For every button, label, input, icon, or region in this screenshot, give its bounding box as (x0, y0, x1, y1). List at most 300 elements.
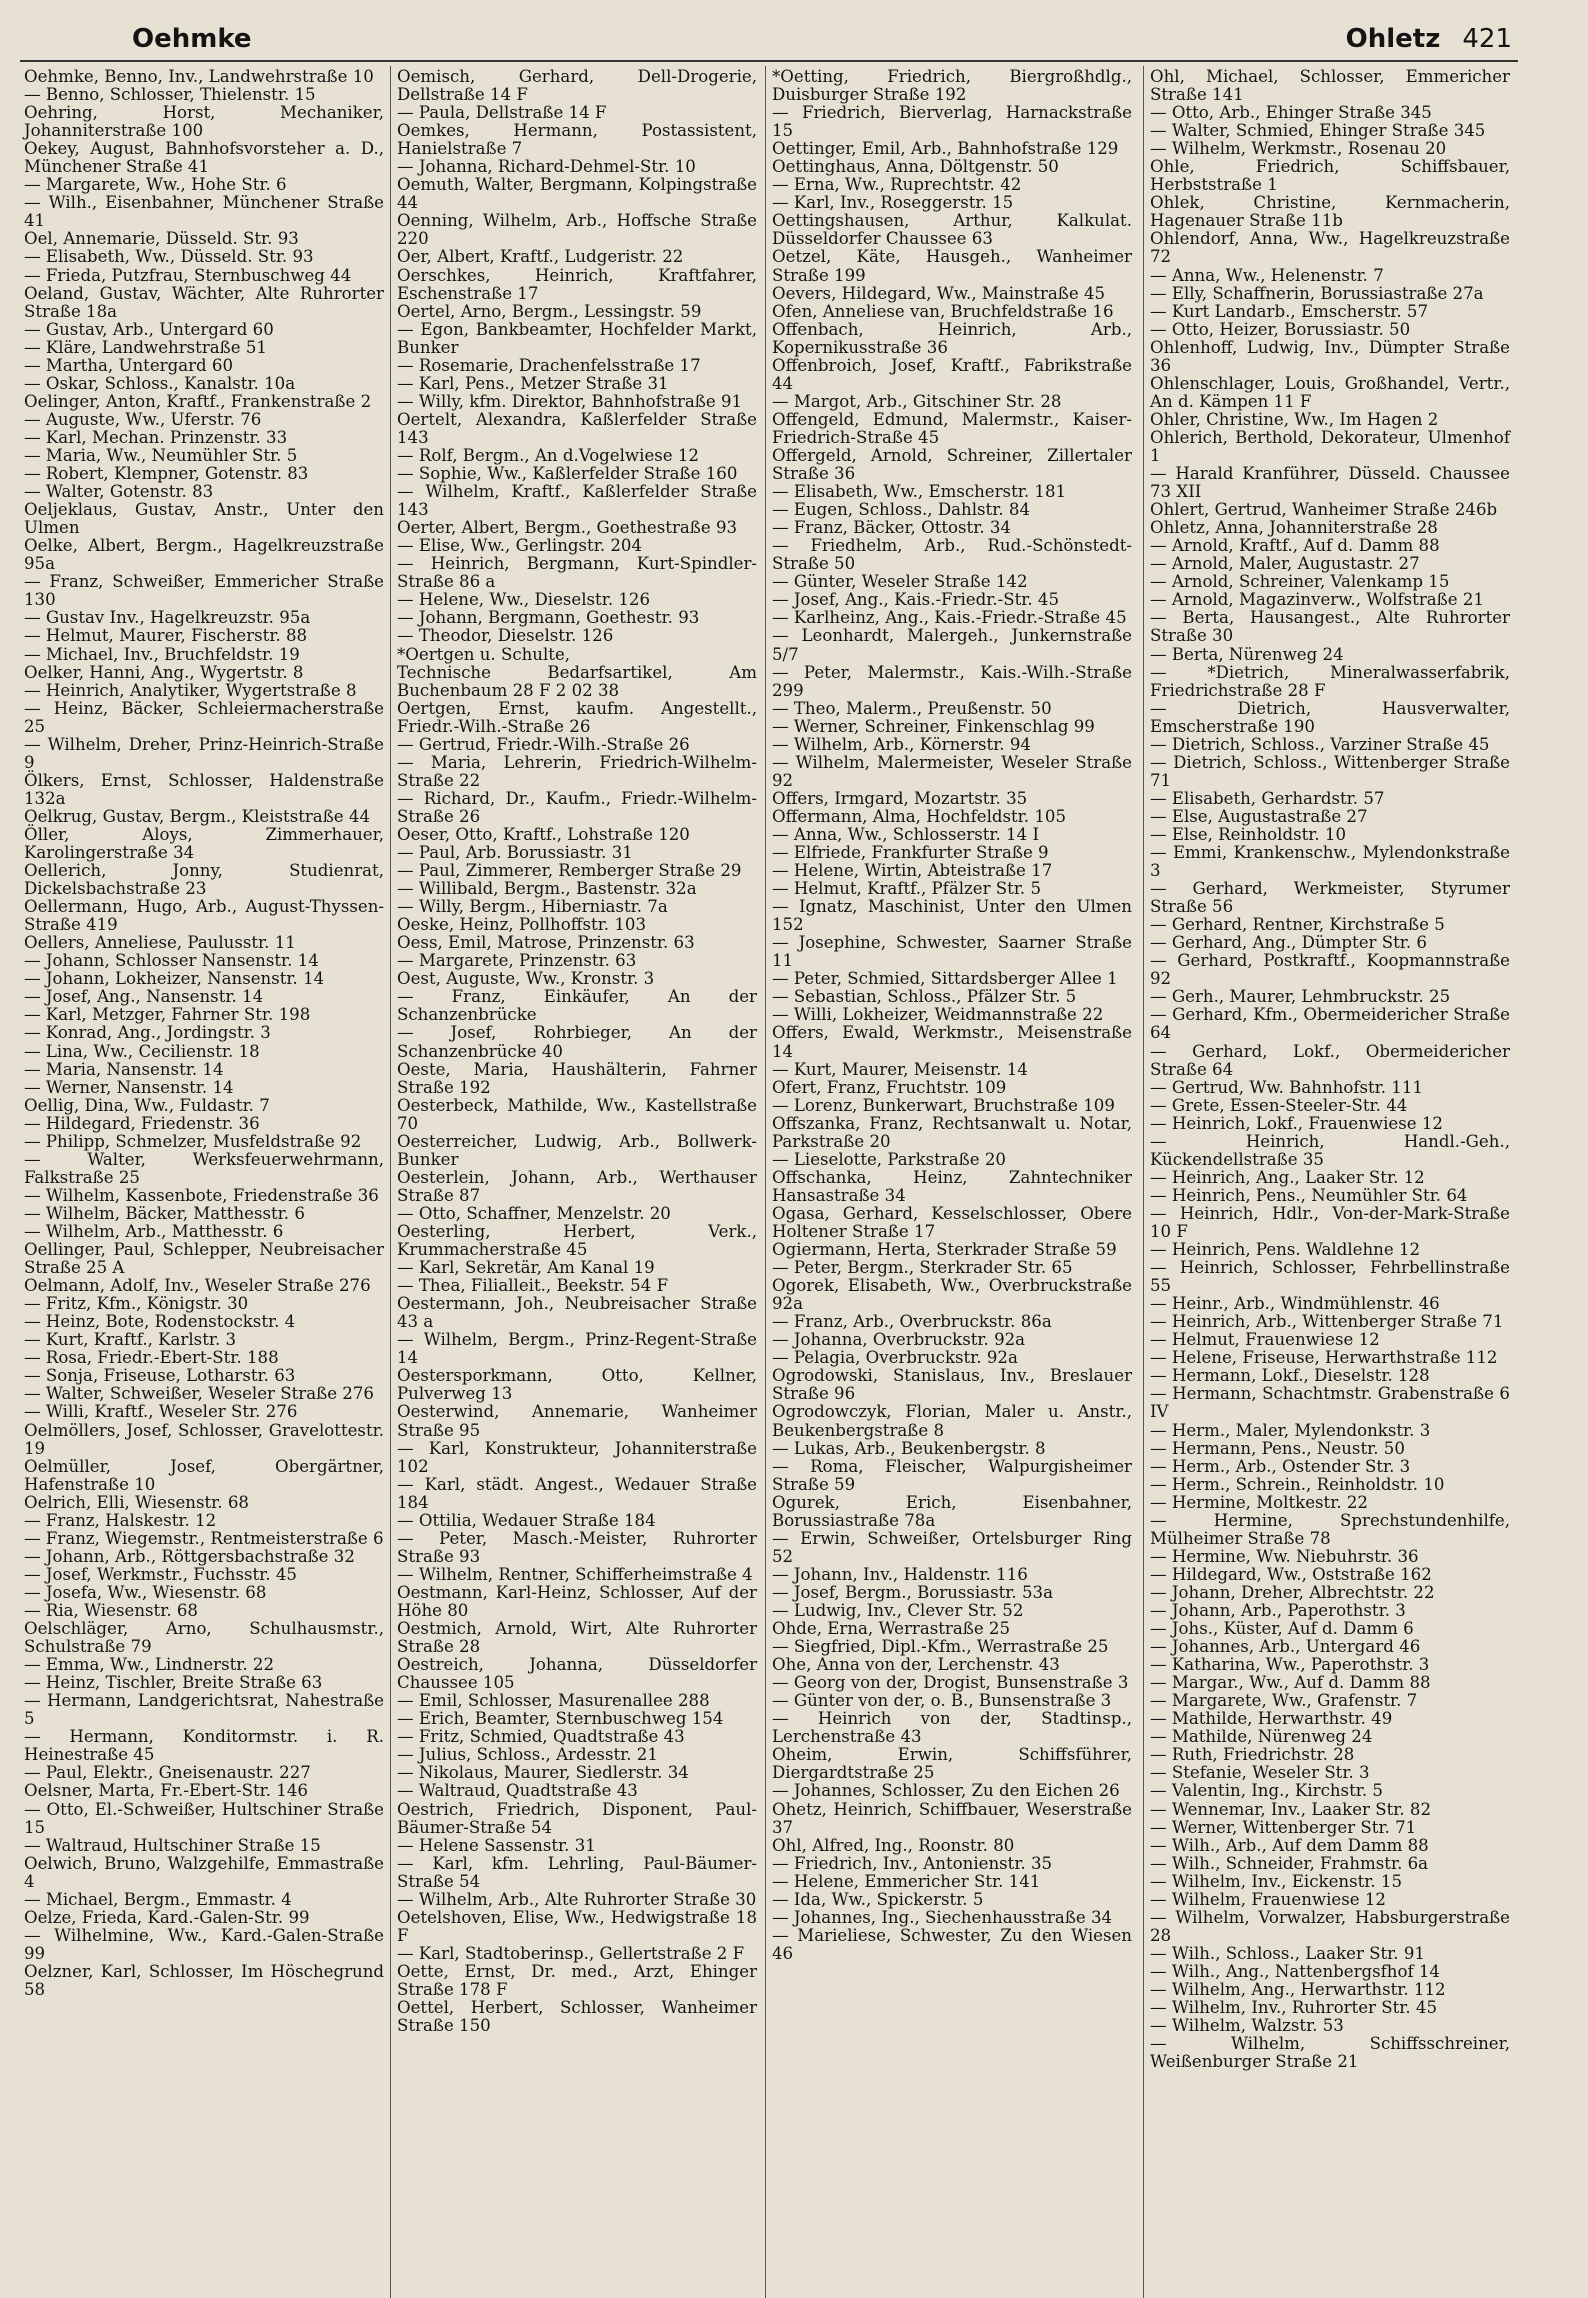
directory-entry: — Marieliese, Schwester, Zu den Wiesen 46 (772, 1925, 1132, 1963)
directory-entry: Oerter, Albert, Bergm., Goethestraße 93 (397, 518, 738, 538)
directory-entry: — Wilhelm, Dreher, Prinz-Heinrich-Straße 9 (24, 734, 384, 772)
directory-entry: — Theo, Malerm., Preußenstr. 50 (772, 698, 1052, 718)
directory-entry: — Karl, Konstrukteur, Johanniterstraße 102 (397, 1438, 757, 1476)
directory-entry: Oevers, Hildegard, Ww., Mainstraße 45 (772, 283, 1106, 303)
directory-entry: — Josef, Ang., Nansenstr. 14 (24, 987, 264, 1007)
directory-entry: Oellermann, Hugo, Arb., August-Thyssen-Straße 419 (24, 897, 384, 935)
directory-entry: Oettingshausen, Arthur, Kalkulat. Düsseldorfer Chaussee 63 (772, 211, 1132, 249)
directory-entry: — Gerhard, Werkmeister, Styrumer Straße 56 (1150, 879, 1510, 917)
directory-entry: — Peter, Malermstr., Kais.-Wilh.-Straße 299 (772, 662, 1132, 700)
directory-entry: — Gertrud, Ww. Bahnhofstr. 111 (1150, 1077, 1423, 1097)
directory-entry: — Josefa, Ww., Wiesenstr. 68 (24, 1582, 267, 1602)
directory-entry: Oetzel, Käte, Hausgeh., Wanheimer Straße 199 (772, 247, 1132, 285)
directory-entry: — Wennemar, Inv., Laaker Str. 82 (1150, 1799, 1432, 1819)
directory-entry: — Arnold, Maler, Augustastr. 27 (1150, 554, 1420, 574)
directory-entry: Ohl, Michael, Schlosser, Emmericher Straße 141 (1150, 67, 1510, 105)
directory-entry: — Wilhelm, Bergm., Prinz-Regent-Straße 14 (397, 1330, 757, 1368)
directory-entry: Oehmke, Benno, Inv., Landwehrstraße 10 (24, 67, 374, 86)
directory-entry: — Rosemarie, Drachenfelsstraße 17 (397, 355, 701, 375)
directory-entry: — Johann, Dreher, Albrechtstr. 22 (1150, 1582, 1435, 1602)
directory-entry: — Heinr., Arb., Windmühlenstr. 46 (1150, 1294, 1440, 1314)
directory-entry: — Erna, Ww., Ruprechtstr. 42 (772, 175, 1022, 195)
directory-entry: — Karl, kfm. Lehrling, Paul-Bäumer-Straße 54 (397, 1853, 757, 1891)
directory-entry: — Helmut, Maurer, Fischerstr. 88 (24, 626, 308, 646)
directory-entry: — Friedrich, Bierverlag, Harnackstraße 15 (772, 103, 1132, 141)
directory-entry: — Emmi, Krankenschw., Mylendonkstraße 3 (1150, 843, 1510, 881)
directory-entry: — Wilh., Eisenbahner, Münchener Straße 41 (24, 193, 384, 231)
directory-entry: — Berta, Nürenweg 24 (1150, 644, 1344, 664)
directory-entry: — Wilhelm, Arb., Alte Ruhrorter Straße 30 (397, 1889, 757, 1909)
directory-entry: — Franz, Bäcker, Ottostr. 34 (772, 518, 1011, 538)
directory-entry: — Heinz, Tischler, Breite Straße 63 (24, 1673, 323, 1693)
directory-entry: Oestermann, Joh., Neubreisacher Straße 43 a (397, 1294, 757, 1332)
directory-entry: — Else, Reinholdstr. 10 (1150, 824, 1347, 844)
directory-entry: — Kurt, Kraftf., Karlstr. 3 (24, 1330, 237, 1350)
directory-entry: — Kurt, Maurer, Meisenstr. 14 (772, 1059, 1028, 1079)
directory-entry: Oeland, Gustav, Wächter, Alte Ruhrorter Straße 18a (24, 283, 384, 321)
directory-entry: — Grete, Essen-Steeler-Str. 44 (1150, 1095, 1408, 1115)
directory-entry: — Wilhelm, Rentner, Schifferheimstraße 4 (397, 1564, 753, 1584)
directory-entry: Ohetz, Heinrich, Schiffbauer, Weserstraße 37 (772, 1799, 1132, 1837)
directory-entry: Oellinger, Paul, Schlepper, Neubreisacher Straße 25 A (24, 1240, 384, 1278)
directory-entry: — Walter, Gotenstr. 83 (24, 482, 214, 502)
directory-entry: — Wilhelm, Kassenbote, Friedenstraße 36 (24, 1185, 379, 1205)
directory-entry: — Erich, Beamter, Sternbuschweg 154 (397, 1709, 724, 1729)
directory-entry: — Maria, Lehrerin, Friedrich-Wilhelm-Straße 22 (397, 752, 757, 790)
directory-entry: — Arnold, Magazinverw., Wolfstraße 21 (1150, 590, 1484, 610)
directory-entry: — Karl, Inv., Roseggerstr. 15 (772, 193, 1014, 213)
directory-entry: Ofert, Franz, Fruchtstr. 109 (772, 1077, 1007, 1097)
directory-entry: — Nikolaus, Maurer, Siedlerstr. 34 (397, 1763, 689, 1783)
directory-entry: — Margarete, Ww., Grafenstr. 7 (1150, 1691, 1418, 1711)
directory-entry: — Wilhelm, Kraftf., Kaßlerfelder Straße 143 (397, 482, 757, 520)
directory-entry: — Hermine, Moltkestr. 22 (1150, 1492, 1368, 1512)
directory-entry: — Eugen, Schloss., Dahlstr. 84 (772, 500, 1030, 520)
directory-entry: — Elisabeth, Ww., Düsseld. Str. 93 (24, 247, 314, 267)
directory-entry: — Wilh., Schneider, Frahmstr. 6a (1150, 1853, 1429, 1873)
directory-entry: Oesterreicher, Ludwig, Arb., Bollwerk-Bunker (397, 1131, 757, 1169)
directory-entry: — Valentin, Ing., Kirchstr. 5 (1150, 1781, 1383, 1801)
directory-entry: Oertgen, Ernst, kaufm. Angestellt., Friedr.-Wilh.-Straße 26 (397, 698, 757, 736)
directory-entry: — *Dietrich, Mineralwasserfabrik, Friedrichstraße 28 F (1150, 662, 1510, 700)
directory-entry: — Helene, Ww., Dieselstr. 126 (397, 590, 651, 610)
directory-entry: — Philipp, Schmelzer, Musfeldstraße 92 (24, 1131, 362, 1151)
directory-entry: Oesterlein, Johann, Arb., Werthauser Straße 87 (397, 1167, 757, 1205)
directory-entry: — Werner, Schreiner, Finkenschlag 99 (772, 716, 1095, 736)
header-rule (20, 60, 1518, 62)
directory-entry: — Paul, Elektr., Gneisenaustr. 227 (24, 1763, 311, 1783)
directory-entry: Ohle, Friedrich, Schiffsbauer, Herbststraße 1 (1150, 157, 1510, 195)
directory-entry: Oeljeklaus, Gustav, Anstr., Unter den Ulmen (24, 500, 384, 538)
directory-entry: — Franz, Arb., Overbruckstr. 86a (772, 1312, 1052, 1332)
directory-entry: — Gustav, Arb., Untergard 60 (24, 319, 274, 339)
directory-entry: — Margar., Ww., Auf d. Damm 88 (1150, 1673, 1431, 1693)
directory-entry: — Gustav Inv., Hagelkreuzstr. 95a (24, 608, 311, 628)
directory-entry: — Ludwig, Inv., Clever Str. 52 (772, 1600, 1024, 1620)
directory-entry: Oheim, Erwin, Schiffsführer, Diergardtstraße 25 (772, 1745, 1132, 1783)
directory-entry: — Paul, Arb. Borussiastr. 31 (397, 843, 633, 863)
directory-entry: — Hermann, Pens., Neustr. 50 (1150, 1438, 1405, 1458)
directory-entry: — Lukas, Arb., Beukenbergstr. 8 (772, 1438, 1046, 1458)
directory-entry: — Gerh., Maurer, Lehmbruckstr. 25 (1150, 987, 1451, 1007)
directory-entry: Offers, Irmgard, Mozartstr. 35 (772, 788, 1028, 808)
directory-entry: — Heinrich, Arb., Wittenberger Straße 71 (1150, 1312, 1504, 1332)
directory-entry: Oelke, Albert, Bergm., Hagelkreuzstraße 95a (24, 536, 384, 574)
page-header (132, 24, 1512, 58)
directory-entry: Oelze, Frieda, Kard.-Galen-Str. 99 (24, 1907, 310, 1927)
directory-entry: — Margarete, Prinzenstr. 63 (397, 951, 637, 971)
column-divider (1143, 66, 1144, 2298)
directory-entry: Oesterwind, Annemarie, Wanheimer Straße 95 (397, 1402, 757, 1440)
directory-entry: — Willi, Kraftf., Weseler Str. 276 (24, 1402, 298, 1422)
directory-entry: — Wilhelm, Vorwalzer, Habsburgerstraße 28 (1150, 1907, 1510, 1945)
directory-entry: — Mathilde, Nürenweg 24 (1150, 1727, 1373, 1747)
directory-entry: — Konrad, Ang., Jordingstr. 3 (24, 1023, 271, 1043)
directory-entry: Oestmich, Arnold, Wirt, Alte Ruhrorter Straße 28 (397, 1619, 757, 1657)
directory-entry: — Wilhelm, Inv., Ruhrorter Str. 45 (1150, 1998, 1438, 2018)
directory-entry: Oelmöllers, Josef, Schlosser, Gravelottestr. 19 (24, 1420, 384, 1458)
directory-entry: — Gerhard, Ang., Dümpter Str. 6 (1150, 933, 1427, 953)
directory-entry: Ogiermann, Herta, Sterkrader Straße 59 (772, 1240, 1117, 1260)
directory-entry: — Sophie, Ww., Kaßlerfelder Straße 160 (397, 464, 738, 484)
directory-entry: Oer, Albert, Kraftf., Ludgeristr. 22 (397, 247, 684, 267)
directory-entry: Oestmann, Karl-Heinz, Schlosser, Auf der Höhe 80 (397, 1582, 757, 1620)
directory-entry: Offers, Ewald, Werkmstr., Meisenstraße 14 (772, 1023, 1132, 1061)
directory-entry: — Otto, Heizer, Borussiastr. 50 (1150, 319, 1411, 339)
directory-entry: — Johann, Arb., Röttgersbachstraße 32 (24, 1546, 355, 1566)
header-left-keyword: Oehmke (132, 24, 252, 54)
directory-entry: — Fritz, Schmied, Quadtstraße 43 (397, 1727, 685, 1747)
directory-entry: — Katharina, Ww., Paperothstr. 3 (1150, 1655, 1430, 1675)
directory-entry: — Gertrud, Friedr.-Wilh.-Straße 26 (397, 734, 690, 754)
column-3 (772, 68, 1132, 1963)
directory-entry: Oekey, August, Bahnhofsvorsteher a. D., Münchener Straße 41 (24, 139, 384, 177)
directory-entry: Oelrich, Elli, Wiesenstr. 68 (24, 1492, 249, 1512)
directory-entry: — Friedhelm, Arb., Rud.-Schönstedt-Straße 50 (772, 536, 1132, 574)
directory-entry: — Günter, Weseler Straße 142 (772, 572, 1028, 592)
directory-entry: — Oskar, Schloss., Kanalstr. 10a (24, 373, 296, 393)
directory-entry: — Ruth, Friedrichstr. 28 (1150, 1745, 1355, 1765)
directory-entry: — Hermine, Ww. Niebuhrstr. 36 (1150, 1546, 1419, 1566)
directory-entry: — Wilhelmine, Ww., Kard.-Galen-Straße 99 (24, 1925, 384, 1963)
directory-entry: — Richard, Dr., Kaufm., Friedr.-Wilhelm-Straße 26 (397, 788, 757, 826)
directory-entry: — Heinrich, Bergmann, Kurt-Spindler-Straße 86 a (397, 554, 757, 592)
directory-entry: — Ria, Wiesenstr. 68 (24, 1600, 198, 1620)
directory-entry: — Otto, Schaffner, Menzelstr. 20 (397, 1203, 671, 1223)
directory-entry: — Heinrich, Schlosser, Fehrbellinstraße 55 (1150, 1258, 1510, 1296)
directory-entry: Ogurek, Erich, Eisenbahner, Borussiastraße 78a (772, 1492, 1132, 1530)
directory-entry: — Karl, Stadtoberinsp., Gellertstraße 2 F (397, 1943, 745, 1963)
directory-entry: — Wilhelm, Bäcker, Matthesstr. 6 (24, 1203, 305, 1223)
directory-entry: — Josef, Bergm., Borussiastr. 53a (772, 1582, 1053, 1602)
directory-entry: — Franz, Halskestr. 12 (24, 1510, 217, 1530)
directory-entry: Oellig, Dina, Ww., Fuldastr. 7 (24, 1095, 270, 1115)
directory-entry: — Robert, Klempner, Gotenstr. 83 (24, 464, 309, 484)
column-divider (390, 66, 391, 2298)
directory-entry: — Hermann, Konditormstr. i. R. Heinestraße 45 (24, 1727, 384, 1765)
directory-entry: — Heinrich, Lokf., Frauenwiese 12 (1150, 1113, 1443, 1133)
directory-entry: Oeser, Otto, Kraftf., Lohstraße 120 (397, 824, 690, 844)
directory-entry: — Roma, Fleischer, Walpurgisheimer Straße 59 (772, 1456, 1132, 1494)
directory-entry: Oestreich, Johanna, Düsseldorfer Chaussee 105 (397, 1655, 757, 1693)
directory-entry: — Helene, Emmericher Str. 141 (772, 1871, 1041, 1891)
directory-entry: — Heinz, Bote, Rodenstockstr. 4 (24, 1312, 296, 1332)
directory-entry: Oelmüller, Josef, Obergärtner, Hafenstraße 10 (24, 1456, 384, 1494)
directory-entry: — Sonja, Friseuse, Lotharstr. 63 (24, 1366, 296, 1386)
directory-entry: — Rosa, Friedr.-Ebert-Str. 188 (24, 1348, 279, 1368)
directory-entry: Oestrich, Friedrich, Disponent, Paul-Bäumer-Straße 54 (397, 1799, 757, 1837)
directory-entry: — Johann, Inv., Haldenstr. 116 (772, 1564, 1028, 1584)
directory-entry: Ohlenhoff, Ludwig, Inv., Dümpter Straße 36 (1150, 337, 1510, 375)
directory-entry: Ohletz, Anna, Johanniterstraße 28 (1150, 518, 1438, 538)
directory-entry: — Ida, Ww., Spickerstr. 5 (772, 1889, 984, 1909)
directory-entry: — Günter von der, o. B., Bunsenstraße 3 (772, 1691, 1112, 1711)
directory-entry: *Oertgen u. Schulte, (397, 644, 571, 664)
directory-entry: — Margarete, Ww., Hohe Str. 6 (24, 175, 287, 195)
directory-entry: — Wilhelm, Ang., Herwarthstr. 112 (1150, 1979, 1446, 1999)
header-right-keyword: Ohletz (1345, 24, 1441, 54)
directory-entry: Offenbach, Heinrich, Arb., Kopernikusstraße 36 (772, 319, 1132, 357)
directory-entry: — Franz, Wiegemstr., Rentmeisterstraße 6 (24, 1528, 384, 1548)
directory-entry: — Kurt Landarb., Emscherstr. 57 (1150, 301, 1429, 321)
directory-entry: — Karl, städt. Angest., Wedauer Straße 184 (397, 1474, 757, 1512)
directory-entry: — Heinrich von der, Stadtinsp., Lerchenstraße 43 (772, 1709, 1132, 1747)
directory-entry: Ogrodowski, Stanislaus, Inv., Breslauer Straße 96 (772, 1366, 1132, 1404)
directory-entry: Oestersporkmann, Otto, Kellner, Pulverweg 13 (397, 1366, 757, 1404)
page-number: 421 (1462, 24, 1512, 54)
directory-entry: — Lina, Ww., Cecilienstr. 18 (24, 1041, 260, 1061)
directory-entry: — Heinrich, Pens. Waldlehne 12 (1150, 1240, 1421, 1260)
directory-entry: Technische Bedarfsartikel, Am Buchenbaum 28 F 2 02 38 (397, 662, 757, 700)
directory-entry: — Wilhelm, Malermeister, Weseler Straße 92 (772, 752, 1132, 790)
directory-entry: Oettinger, Emil, Arb., Bahnhofstraße 129 (772, 139, 1119, 159)
directory-entry: Oeste, Maria, Haushälterin, Fahrner Straße 192 (397, 1059, 757, 1097)
directory-entry: — Gerhard, Rentner, Kirchstraße 5 (1150, 915, 1445, 935)
directory-entry: — Elisabeth, Gerhardstr. 57 (1150, 788, 1385, 808)
directory-entry: *Oetting, Friedrich, Biergroßhdlg., Duisburger Straße 192 (772, 67, 1132, 105)
directory-entry: Oemisch, Gerhard, Dell-Drogerie, Dellstraße 14 F (397, 67, 757, 105)
directory-entry: Ohlendorf, Anna, Ww., Hagelkreuzstraße 72 (1150, 229, 1510, 267)
directory-entry: — Benno, Schlosser, Thielenstr. 15 (24, 85, 316, 105)
directory-entry: — Emil, Schlosser, Masurenallee 288 (397, 1691, 710, 1711)
directory-entry: — Johann, Lokheizer, Nansenstr. 14 (24, 969, 325, 989)
directory-entry: — Lieselotte, Parkstraße 20 (772, 1149, 1006, 1169)
directory-entry: — Josef, Werkmstr., Fuchsstr. 45 (24, 1564, 297, 1584)
directory-entry: — Karl, Pens., Metzer Straße 31 (397, 373, 669, 393)
directory-entry: — Johannes, Ing., Siechenhausstraße 34 (772, 1907, 1113, 1927)
directory-entry: — Johannes, Arb., Untergard 46 (1150, 1637, 1421, 1657)
directory-entry: — Wilh., Ang., Nattenbergsfhof 14 (1150, 1961, 1440, 1981)
directory-entry: — Karl, Mechan. Prinzenstr. 33 (24, 427, 288, 447)
header-right (1346, 24, 1512, 54)
directory-entry: Oess, Emil, Matrose, Prinzenstr. 63 (397, 933, 695, 953)
directory-entry: — Peter, Bergm., Sterkrader Str. 65 (772, 1258, 1073, 1278)
directory-entry: Ogasa, Gerhard, Kesselschlosser, Obere Holtener Straße 17 (772, 1203, 1132, 1241)
directory-entry: — Johann, Schlosser Nansenstr. 14 (24, 951, 319, 971)
directory-entry: — Arnold, Schreiner, Valenkamp 15 (1150, 572, 1450, 592)
directory-entry: Ofen, Anneliese van, Bruchfeldstraße 16 (772, 301, 1114, 321)
directory-entry: — Helmut, Frauenwiese 12 (1150, 1330, 1380, 1350)
directory-entry: — Auguste, Ww., Uferstr. 76 (24, 409, 262, 429)
directory-entry: — Waltraud, Hultschiner Straße 15 (24, 1835, 321, 1855)
directory-entry: — Dietrich, Schloss., Varziner Straße 45 (1150, 734, 1490, 754)
directory-entry: — Pelagia, Overbruckstr. 92a (772, 1348, 1018, 1368)
directory-entry: — Elfriede, Frankfurter Straße 9 (772, 843, 1049, 863)
directory-entry: Ogorek, Elisabeth, Ww., Overbruckstraße 92a (772, 1276, 1132, 1314)
directory-entry: — Theodor, Dieselstr. 126 (397, 626, 614, 646)
directory-entry: — Walter, Schmied, Ehinger Straße 345 (1150, 121, 1486, 141)
directory-entry: — Paula, Dellstraße 14 F (397, 103, 607, 123)
directory-entry: — Emma, Ww., Lindnerstr. 22 (24, 1655, 275, 1675)
directory-entry: — Ottilia, Wedauer Straße 184 (397, 1510, 656, 1530)
column-divider (765, 66, 766, 2298)
directory-entry: Offszanka, Franz, Rechtsanwalt u. Notar, Parkstraße 20 (772, 1113, 1132, 1151)
directory-entry: — Peter, Schmied, Sittardsberger Allee 1 (772, 969, 1118, 989)
directory-entry: — Karl, Metzger, Fahrner Str. 198 (24, 1005, 311, 1025)
directory-entry: — Wilhelm, Inv., Eickenstr. 15 (1150, 1871, 1403, 1891)
directory-entry: Oettel, Herbert, Schlosser, Wanheimer Straße 150 (397, 1998, 757, 2036)
directory-entry: — Johann, Arb., Paperothstr. 3 (1150, 1600, 1406, 1620)
directory-entry: — Johs., Küster, Auf d. Damm 6 (1150, 1619, 1414, 1639)
directory-entry: — Anna, Ww., Helenenstr. 7 (1150, 265, 1384, 285)
directory-entry: Offergeld, Arnold, Schreiner, Zillertaler Straße 36 (772, 445, 1132, 484)
directory-entry: — Gerhard, Postkraftf., Koopmannstraße 92 (1150, 951, 1510, 989)
directory-entry: Oesterling, Herbert, Verk., Krummacherstraße 45 (397, 1222, 757, 1260)
directory-entry: Oehring, Horst, Mechaniker, Johanniterstraße 100 (24, 103, 384, 141)
directory-entry: — Walter, Werksfeuerwehrmann, Falkstraße 25 (24, 1149, 384, 1187)
directory-entry: — Erwin, Schweißer, Ortelsburger Ring 52 (772, 1528, 1132, 1566)
directory-entry: Oerschkes, Heinrich, Kraftfahrer, Eschenstraße 17 (397, 265, 757, 303)
directory-entry: Offengeld, Edmund, Malermstr., Kaiser-Friedrich-Straße 45 (772, 409, 1132, 447)
directory-entry: — Willy, kfm. Direktor, Bahnhofstraße 91 (397, 391, 743, 411)
directory-entry: — Otto, Arb., Ehinger Straße 345 (1150, 103, 1432, 123)
column-4 (1150, 68, 1510, 2071)
directory-entry: — Frieda, Putzfrau, Sternbuschweg 44 (24, 265, 352, 285)
directory-entry: Öller, Aloys, Zimmerhauer, Karolingerstraße 34 (24, 824, 384, 863)
directory-entry: — Willi, Lokheizer, Weidmannstraße 22 (772, 1005, 1104, 1025)
directory-entry: — Wilhelm, Werkmstr., Rosenau 20 (1150, 139, 1447, 159)
directory-entry: Offermann, Alma, Hochfeldstr. 105 (772, 806, 1067, 826)
directory-entry: — Wilhelm, Schiffsschreiner, Weißenburger Straße 21 (1150, 2034, 1510, 2072)
directory-entry: Oelkrug, Gustav, Bergm., Kleiststraße 44 (24, 806, 370, 826)
directory-entry: — Friedrich, Inv., Antonienstr. 35 (772, 1853, 1053, 1873)
directory-entry: — Michael, Inv., Bruchfeldstr. 19 (24, 644, 300, 664)
directory-entry: — Paul, Zimmerer, Remberger Straße 29 (397, 861, 742, 881)
directory-entry: — Josephine, Schwester, Saarner Straße 11 (772, 933, 1132, 971)
directory-entry: Oelinger, Anton, Kraftf., Frankenstraße 2 (24, 391, 372, 411)
directory-entry: — Heinrich, Analytiker, Wygertstraße 8 (24, 680, 357, 700)
directory-entry: Ohe, Anna von der, Lerchenstr. 43 (772, 1655, 1060, 1675)
directory-entry: Ogrodowczyk, Florian, Maler u. Anstr., Beukenbergstraße 8 (772, 1402, 1132, 1440)
directory-entry: — Wilhelm, Walzstr. 53 (1150, 2016, 1344, 2036)
directory-entry: — Helene Sassenstr. 31 (397, 1835, 596, 1855)
directory-entry: — Elise, Ww., Gerlingstr. 204 (397, 536, 643, 556)
directory-entry: — Rolf, Bergm., An d.Vogelwiese 12 (397, 445, 699, 465)
directory-entry: Oelschläger, Arno, Schulhausmstr., Schulstraße 79 (24, 1619, 384, 1657)
directory-entry: — Helene, Wirtin, Abteistraße 17 (772, 861, 1053, 881)
directory-entry: — Wilhelm, Arb., Matthesstr. 6 (24, 1222, 284, 1241)
directory-entry: Oenning, Wilhelm, Arb., Hoffsche Straße 220 (397, 211, 757, 249)
directory-entry: — Dietrich, Hausverwalter, Emscherstraße 190 (1150, 698, 1510, 736)
directory-entry: — Otto, El.-Schweißer, Hultschiner Straße 15 (24, 1799, 384, 1837)
directory-entry: — Johann, Bergmann, Goethestr. 93 (397, 608, 700, 628)
column-1 (24, 68, 384, 1999)
directory-entry: — Maria, Nansenstr. 14 (24, 1059, 224, 1079)
directory-entry: — Heinrich, Ang., Laaker Str. 12 (1150, 1167, 1425, 1187)
directory-entry: Oertel, Arno, Bergm., Lessingstr. 59 (397, 301, 702, 321)
directory-entry: — Dietrich, Schloss., Wittenberger Straße 71 (1150, 752, 1510, 790)
directory-entry: Oertelt, Alexandra, Kaßlerfelder Straße 143 (397, 409, 757, 447)
directory-entry: Oellerich, Jonny, Studienrat, Dickelsbachstraße 23 (24, 861, 384, 899)
directory-entry: — Hermann, Landgerichtsrat, Nahestraße 5 (24, 1691, 384, 1729)
directory-entry: — Berta, Hausangest., Alte Ruhrorter Straße 30 (1150, 608, 1510, 646)
directory-entry: Oesterbeck, Mathilde, Ww., Kastellstraße 70 (397, 1095, 757, 1133)
directory-entry: Oest, Auguste, Ww., Kronstr. 3 (397, 969, 655, 989)
directory-entry: — Arnold, Kraftf., Auf d. Damm 88 (1150, 536, 1440, 556)
directory-entry: — Karlheinz, Ang., Kais.-Friedr.-Straße 45 (772, 608, 1127, 628)
directory-entry: Oelker, Hanni, Ang., Wygertstr. 8 (24, 662, 304, 682)
directory-entry: — Heinrich, Pens., Neumühler Str. 64 (1150, 1185, 1468, 1205)
directory-entry: — Else, Augustastraße 27 (1150, 806, 1368, 826)
directory-entry: — Lorenz, Bunkerwart, Bruchstraße 109 (772, 1095, 1115, 1115)
directory-entry: Ohler, Christine, Ww., Im Hagen 2 (1150, 409, 1439, 429)
directory-entry: — Helmut, Kraftf., Pfälzer Str. 5 (772, 879, 1042, 899)
directory-entry: — Heinrich, Hdlr., Von-der-Mark-Straße 10 F (1150, 1203, 1510, 1241)
directory-entry: Oettinghaus, Anna, Döltgenstr. 50 (772, 157, 1059, 177)
directory-entry: Oelwich, Bruno, Walzgehilfe, Emmastraße 4 (24, 1853, 384, 1891)
directory-entry: Oelzner, Karl, Schlosser, Im Höschegrund 58 (24, 1961, 384, 1999)
directory-entry: — Georg von der, Drogist, Bunsenstraße 3 (772, 1673, 1129, 1693)
directory-entry: — Hermann, Lokf., Dieselstr. 128 (1150, 1366, 1430, 1386)
directory-entry: — Herm., Maler, Mylendonkstr. 3 (1150, 1420, 1431, 1440)
directory-entry: — Hermine, Sprechstundenhilfe, Mülheimer Straße 78 (1150, 1510, 1510, 1548)
directory-entry: Ohlerich, Berthold, Dekorateur, Ulmenhof 1 (1150, 427, 1510, 465)
directory-entry: — Peter, Masch.-Meister, Ruhrorter Straße 93 (397, 1528, 757, 1566)
directory-entry: — Walter, Schweißer, Weseler Straße 276 (24, 1384, 374, 1404)
directory-entry: Ölkers, Ernst, Schlosser, Haldenstraße 132a (24, 770, 384, 808)
directory-entry: — Wilhelm, Frauenwiese 12 (1150, 1889, 1386, 1909)
directory-entry: — Werner, Nansenstr. 14 (24, 1077, 234, 1097)
directory-entry: — Egon, Bankbeamter, Hochfelder Markt, Bunker (397, 319, 757, 357)
directory-entry: — Johannes, Schlosser, Zu den Eichen 26 (772, 1781, 1120, 1801)
directory-entry: Oemkes, Hermann, Postassistent, Hanielstraße 7 (397, 121, 757, 159)
directory-entry: — Waltraud, Quadtstraße 43 (397, 1781, 638, 1801)
directory-entry: Oetelshoven, Elise, Ww., Hedwigstraße 18 F (397, 1907, 757, 1945)
directory-entry: — Johanna, Richard-Dehmel-Str. 10 (397, 157, 696, 177)
directory-entry: Oelsner, Marta, Fr.-Ebert-Str. 146 (24, 1781, 308, 1801)
column-2 (397, 68, 757, 2035)
directory-entry: — Willibald, Bergm., Bastenstr. 32a (397, 879, 697, 899)
directory-entry: — Johanna, Overbruckstr. 92a (772, 1330, 1026, 1350)
directory-entry: Oemuth, Walter, Bergmann, Kolpingstraße 44 (397, 175, 757, 213)
directory-entry: Oel, Annemarie, Düsseld. Str. 93 (24, 229, 299, 249)
directory-entry: — Karl, Sekretär, Am Kanal 19 (397, 1258, 655, 1278)
directory-entry: Oellers, Anneliese, Paulusstr. 11 (24, 933, 296, 953)
directory-entry: — Herm., Arb., Ostender Str. 3 (1150, 1456, 1411, 1476)
directory-entry: — Helene, Friseuse, Herwarthstraße 112 (1150, 1348, 1498, 1368)
directory-entry: — Hildegard, Ww., Oststraße 162 (1150, 1564, 1432, 1584)
directory-entry: — Leonhardt, Malergeh., Junkernstraße 5/7 (772, 626, 1132, 664)
directory-entry: — Anna, Ww., Schlosserstr. 14 I (772, 824, 1039, 844)
directory-entry: — Kläre, Landwehrstraße 51 (24, 337, 267, 357)
directory-entry: — Stefanie, Weseler Str. 3 (1150, 1763, 1370, 1783)
directory-entry: Offschanka, Heinz, Zahntechniker Hansastraße 34 (772, 1167, 1132, 1205)
directory-entry: — Werner, Wittenberger Str. 71 (1150, 1817, 1417, 1837)
directory-entry: — Franz, Einkäufer, An der Schanzenbrücke (397, 987, 757, 1025)
directory-entry: Ohde, Erna, Werrastraße 25 (772, 1619, 1011, 1639)
directory-entry: Ohl, Alfred, Ing., Roonstr. 80 (772, 1835, 1015, 1855)
directory-entry: — Mathilde, Herwarthstr. 49 (1150, 1709, 1393, 1729)
